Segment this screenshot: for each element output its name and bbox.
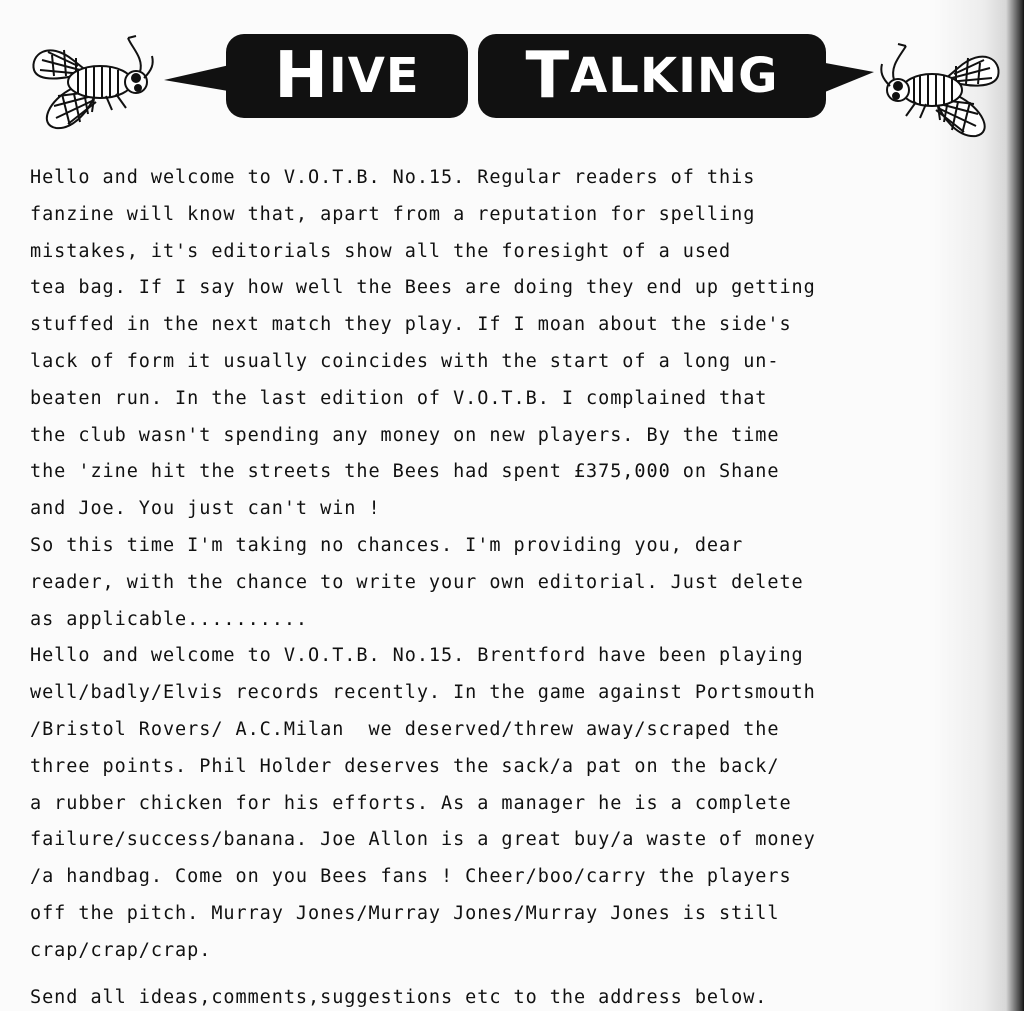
bee-left-icon <box>28 30 158 130</box>
article-line: a rubber chicken for his efforts. As a manager he is a complete <box>30 792 792 814</box>
article-line: Hello and welcome to V.O.T.B. No.15. Brentford have been playing <box>30 645 804 667</box>
article-line: beaten run. In the last edition of V.O.T.B. I complained that <box>30 387 768 409</box>
article-line: So this time I'm taking no chances. I'm providing you, dear <box>30 534 744 556</box>
article-line: stuffed in the next match they play. If I moan about the side's <box>30 314 792 336</box>
speech-pointer-left <box>164 34 234 118</box>
article-line: well/badly/Elvis records recently. In the game against Portsmouth <box>30 682 816 704</box>
article-line: mistakes, it's editorials show all the foresight of a used <box>30 240 732 262</box>
article-line: and Joe. You just can't win ! <box>30 498 381 520</box>
article-line: /a handbag. Come on you Bees fans ! Cheer/boo/carry the players <box>30 866 792 888</box>
article-line: Hello and welcome to V.O.T.B. No.15. Regular readers of this <box>30 167 756 188</box>
article-line: off the pitch. Murray Jones/Murray Jones/Murray Jones is still <box>30 902 780 924</box>
article-line: lack of form it usually coincides with the start of a long un- <box>30 350 780 372</box>
title-banner <box>164 34 874 122</box>
article-line: three points. Phil Holder deserves the sack/a pat on the back/ <box>30 755 780 777</box>
bee-right-icon <box>878 38 1004 138</box>
closing-line: Send all ideas,comments,suggestions etc to the address below. <box>30 987 768 1008</box>
article-line: as applicable.......... <box>30 608 309 630</box>
article-line: tea bag. If I say how well the Bees are doing they end up getting <box>30 277 816 299</box>
title-word-hive: H IVE <box>226 34 468 118</box>
speech-pointer-right <box>820 34 874 118</box>
article-line: the 'zine hit the streets the Bees had spent £375,000 on Shane <box>30 461 780 483</box>
article-line: fanzine will know that, apart from a reputation for spelling <box>30 203 756 225</box>
editorial-body <box>30 160 990 970</box>
article-line: crap/crap/crap. <box>30 939 212 961</box>
article-line: reader, with the chance to write your own editorial. Just delete <box>30 571 804 593</box>
article-line: failure/success/banana. Joe Allon is a great buy/a waste of money <box>30 829 816 851</box>
masthead <box>28 26 1008 138</box>
title-word-talking: T ALKING <box>478 34 826 118</box>
article-line: /Bristol Rovers/ A.C.Milan we deserved/threw away/scraped the <box>30 718 780 740</box>
article-line: the club wasn't spending any money on new players. By the time <box>30 424 780 446</box>
